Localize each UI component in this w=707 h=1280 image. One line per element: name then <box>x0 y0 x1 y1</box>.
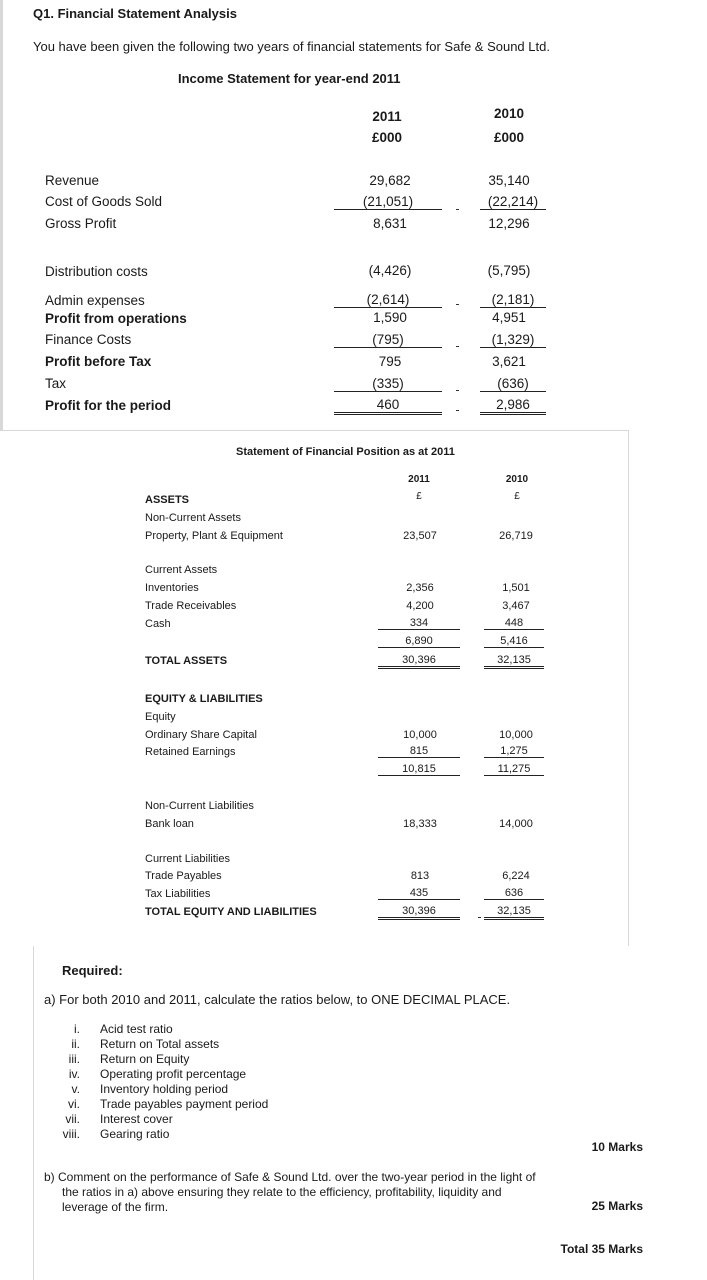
dash-mark <box>456 209 459 210</box>
bs-inventories-2010: 1,501 <box>502 582 530 594</box>
bs-payables-label: Trade Payables <box>145 870 222 882</box>
is-row-value-2010: 3,621 <box>492 354 526 369</box>
bs-share-capital-2011: 10,000 <box>403 729 437 741</box>
bs-unit-2010: £ <box>514 491 520 502</box>
bs-cash-2011: 334 <box>378 617 460 630</box>
bs-current-total-2011: 6,890 <box>378 635 460 648</box>
bs-assets-heading: ASSETS <box>145 494 190 506</box>
ratio-item: Trade payables payment period <box>100 1097 269 1111</box>
bs-receivables-label: Trade Receivables <box>145 600 237 612</box>
is-row-value-2011: 8,631 <box>373 216 407 231</box>
is-row-label: Revenue <box>45 173 100 188</box>
bs-current-liabilities: Current Liabilities <box>145 853 230 865</box>
bs-total-eq-liab-label: TOTAL EQUITY AND LIABILITIES <box>145 906 317 918</box>
ratio-item: Interest cover <box>100 1112 173 1126</box>
bs-equity-total-2011: 10,815 <box>378 763 460 776</box>
bs-col-2011: 2011 <box>408 474 430 485</box>
ratio-item: Gearing ratio <box>100 1127 170 1141</box>
dash-mark <box>456 346 459 347</box>
part-b-line3: leverage of the firm. <box>62 1200 169 1214</box>
ratio-item: Inventory holding period <box>100 1082 229 1096</box>
bs-receivables-2011: 4,200 <box>406 600 434 612</box>
is-row-label: Cost of Goods Sold <box>45 194 163 209</box>
is-row-value-2011: (2,614) <box>334 292 442 308</box>
dash-mark <box>456 410 459 411</box>
is-unit-2011: £000 <box>371 130 403 145</box>
bs-share-capital-label: Ordinary Share Capital <box>145 729 257 741</box>
question-title: Q1. Financial Statement Analysis <box>33 6 237 21</box>
bs-total-assets-2011: 30,396 <box>378 654 460 669</box>
bs-total-eq-liab-2010: 32,135 <box>484 905 544 920</box>
bs-total-assets-label: TOTAL ASSETS <box>145 655 228 667</box>
is-row-label: Profit from operations <box>45 311 187 326</box>
marks-b: 25 Marks <box>591 1199 643 1213</box>
ratio-item: Return on Total assets <box>100 1037 220 1051</box>
bs-col-2010: 2010 <box>505 474 529 485</box>
bs-total-eq-liab-2011: 30,396 <box>378 905 460 920</box>
bs-tax-liab-2011: 435 <box>378 887 460 900</box>
is-row-label: Gross Profit <box>45 216 117 231</box>
is-row-value-2011: (795) <box>334 332 442 348</box>
is-row-value-2010: (2,181) <box>480 292 546 308</box>
ratio-number: ii. <box>71 1037 80 1051</box>
bs-current-total-2010: 5,416 <box>484 635 544 648</box>
income-statement-title: Income Statement for year-end 2011 <box>178 71 401 86</box>
bs-ppe-2011: 23,507 <box>403 530 437 542</box>
is-row-value-2011: (21,051) <box>334 194 442 210</box>
bs-non-current-liabilities: Non-Current Liabilities <box>145 800 254 812</box>
is-row-value-2010: 2,986 <box>480 397 546 415</box>
is-row-label: Finance Costs <box>45 332 132 347</box>
page-edge-left-top <box>0 0 3 430</box>
bs-tax-liab-label: Tax Liabilities <box>145 888 211 900</box>
is-row-value-2010: (5,795) <box>487 263 531 278</box>
is-row-value-2011: (335) <box>334 376 442 392</box>
ratio-item: Acid test ratio <box>100 1022 173 1036</box>
marks-a: 10 Marks <box>591 1140 643 1154</box>
bs-inventories-label: Inventories <box>145 582 199 594</box>
bs-total-assets-2010: 32,135 <box>484 654 544 669</box>
is-row-label: Tax <box>45 376 67 391</box>
bs-receivables-2010: 3,467 <box>502 600 530 612</box>
part-b-line1: b) Comment on the performance of Safe & Sound Ltd. over the two-year period in the light of <box>44 1170 536 1184</box>
is-row-value-2011: 460 <box>334 397 442 415</box>
bs-share-capital-2010: 10,000 <box>499 729 533 741</box>
bs-retained-2010: 1,275 <box>484 745 544 758</box>
is-row-value-2010: 4,951 <box>492 310 526 325</box>
ratio-item: Operating profit percentage <box>100 1067 247 1081</box>
is-row-value-2011: 1,590 <box>373 310 407 325</box>
bs-current-assets: Current Assets <box>145 564 218 576</box>
ratio-number: vi. <box>68 1097 80 1111</box>
bs-retained-2011: 815 <box>378 745 460 758</box>
is-col-2011: 2011 <box>372 109 402 124</box>
dash-mark <box>478 917 481 918</box>
ratio-number: iii. <box>68 1052 80 1066</box>
total-marks: Total 35 Marks <box>560 1242 643 1256</box>
bs-retained-label: Retained Earnings <box>145 746 236 758</box>
is-row-label: Distribution costs <box>45 264 148 279</box>
question-intro: You have been given the following two years of financial statements for Safe & Sound Ltd. <box>33 39 550 54</box>
bs-cash-2010: 448 <box>484 617 544 630</box>
bs-payables-2011: 813 <box>410 870 430 882</box>
ratio-number: iv. <box>68 1067 80 1081</box>
bs-tax-liab-2010: 636 <box>484 887 544 900</box>
dash-mark <box>456 390 459 391</box>
ratio-number: viii. <box>62 1127 80 1141</box>
is-col-2010: 2010 <box>493 106 525 121</box>
bs-equity: Equity <box>145 711 176 723</box>
page-edge-right <box>628 430 629 946</box>
dash-mark <box>456 304 459 305</box>
ratio-item: Return on Equity <box>100 1052 190 1066</box>
is-row-value-2010: 35,140 <box>488 173 530 188</box>
part-a-text: a) For both 2010 and 2011, calculate the ratios below, to ONE DECIMAL PLACE. <box>44 992 511 1007</box>
ratio-number: vii. <box>65 1112 80 1126</box>
is-row-value-2011: 29,682 <box>369 173 411 188</box>
ratio-number: i. <box>74 1022 80 1036</box>
bs-payables-2010: 6,224 <box>502 870 530 882</box>
balance-sheet-title: Statement of Financial Position as at 2011 <box>236 446 455 458</box>
bs-equity-total-2010: 11,275 <box>484 763 544 776</box>
bs-cash-label: Cash <box>145 618 171 630</box>
bs-non-current-assets: Non-Current Assets <box>145 512 241 524</box>
bs-eq-liab-heading: EQUITY & LIABILITIES <box>145 693 263 705</box>
bs-ppe-2010: 26,719 <box>499 530 533 542</box>
page-divider <box>0 430 628 431</box>
bs-unit-2011: £ <box>416 491 422 502</box>
is-row-label: Profit before Tax <box>45 354 152 369</box>
is-row-value-2010: (636) <box>480 376 546 392</box>
part-b-line2: the ratios in a) above ensuring they relate to the efficiency, profitability, liquidity and <box>62 1185 502 1199</box>
is-row-value-2010: (22,214) <box>480 194 546 210</box>
bs-bank-loan-2011: 18,333 <box>403 818 437 830</box>
bs-ppe-label: Property, Plant & Equipment <box>145 530 283 542</box>
required-heading: Required: <box>62 963 123 978</box>
is-row-value-2010: 12,296 <box>488 216 530 231</box>
is-unit-2010: £000 <box>493 130 525 145</box>
is-row-label: Profit for the period <box>45 398 171 413</box>
is-row-label: Admin expenses <box>45 293 145 308</box>
ratio-number: v. <box>71 1082 80 1096</box>
page-edge-left-bottom <box>33 946 34 1280</box>
is-row-value-2010: (1,329) <box>480 332 546 348</box>
is-row-value-2011: (4,426) <box>368 263 412 278</box>
bs-bank-loan-label: Bank loan <box>145 818 194 830</box>
bs-inventories-2011: 2,356 <box>406 582 434 594</box>
bs-bank-loan-2010: 14,000 <box>499 818 533 830</box>
is-row-value-2011: 795 <box>378 354 402 369</box>
